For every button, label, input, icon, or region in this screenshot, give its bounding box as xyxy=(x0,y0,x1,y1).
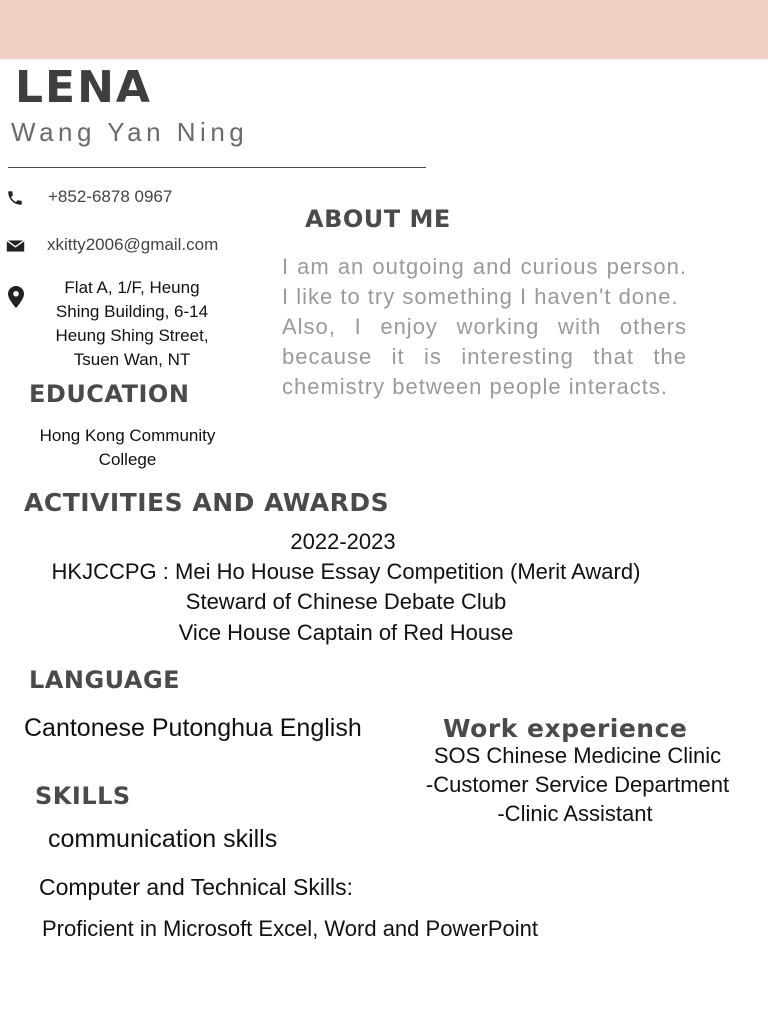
work-line: -Customer Service Department xyxy=(425,772,730,797)
education-line: College xyxy=(98,450,157,469)
work-line: -Clinic Assistant xyxy=(497,801,653,826)
activities-year: 2022-2023 xyxy=(290,529,396,554)
education-line: Hong Kong Community xyxy=(39,426,216,445)
mail-icon xyxy=(6,238,25,254)
education-text xyxy=(20,424,235,472)
about-paragraph: I am an outgoing and curious person. I like to try something I haven't done. xyxy=(282,254,687,309)
header-divider xyxy=(8,167,426,168)
skills-heading: SKILLS xyxy=(35,782,131,810)
activity-item: Vice House Captain of Red House xyxy=(178,620,514,645)
education-heading: EDUCATION xyxy=(29,380,190,408)
phone-number: +852-6878 0967 xyxy=(48,187,173,206)
skill-item: Proficient in Microsoft Excel, Word and PowerPoint xyxy=(42,916,539,941)
skill-item: Computer and Technical Skills: xyxy=(39,874,354,900)
language-heading: LANGUAGE xyxy=(29,666,181,694)
skill-item: communication skills xyxy=(48,825,278,853)
phone-icon xyxy=(6,189,24,207)
address-line: Flat A, 1/F, Heung xyxy=(64,278,200,297)
language-text: Cantonese Putonghua English xyxy=(24,714,362,742)
activity-item: HKJCCPG : Mei Ho House Essay Competition (Merit Award) xyxy=(51,559,641,584)
address-block xyxy=(36,276,228,372)
address-line: Heung Shing Street, xyxy=(55,326,209,345)
address-line: Tsuen Wan, NT xyxy=(73,350,191,369)
email-address: xkitty2006@gmail.com xyxy=(47,235,219,254)
activities-heading: ACTIVITIES AND AWARDS xyxy=(24,488,390,517)
location-pin-icon xyxy=(8,286,24,308)
address-line: Shing Building, 6-14 xyxy=(55,302,209,321)
about-heading: ABOUT ME xyxy=(305,205,451,233)
resume-full-name: Wang Yan Ning xyxy=(11,117,249,147)
about-text xyxy=(282,252,687,402)
work-line: SOS Chinese Medicine Clinic xyxy=(433,743,722,768)
top-color-bar xyxy=(0,0,768,59)
activity-item: Steward of Chinese Debate Club xyxy=(185,589,507,614)
resume-name: LENA xyxy=(15,62,152,113)
work-heading: Work experience xyxy=(443,714,688,743)
about-paragraph: Also, I enjoy working with others because it is interesting that the chemistry between people interacts. xyxy=(282,314,687,399)
